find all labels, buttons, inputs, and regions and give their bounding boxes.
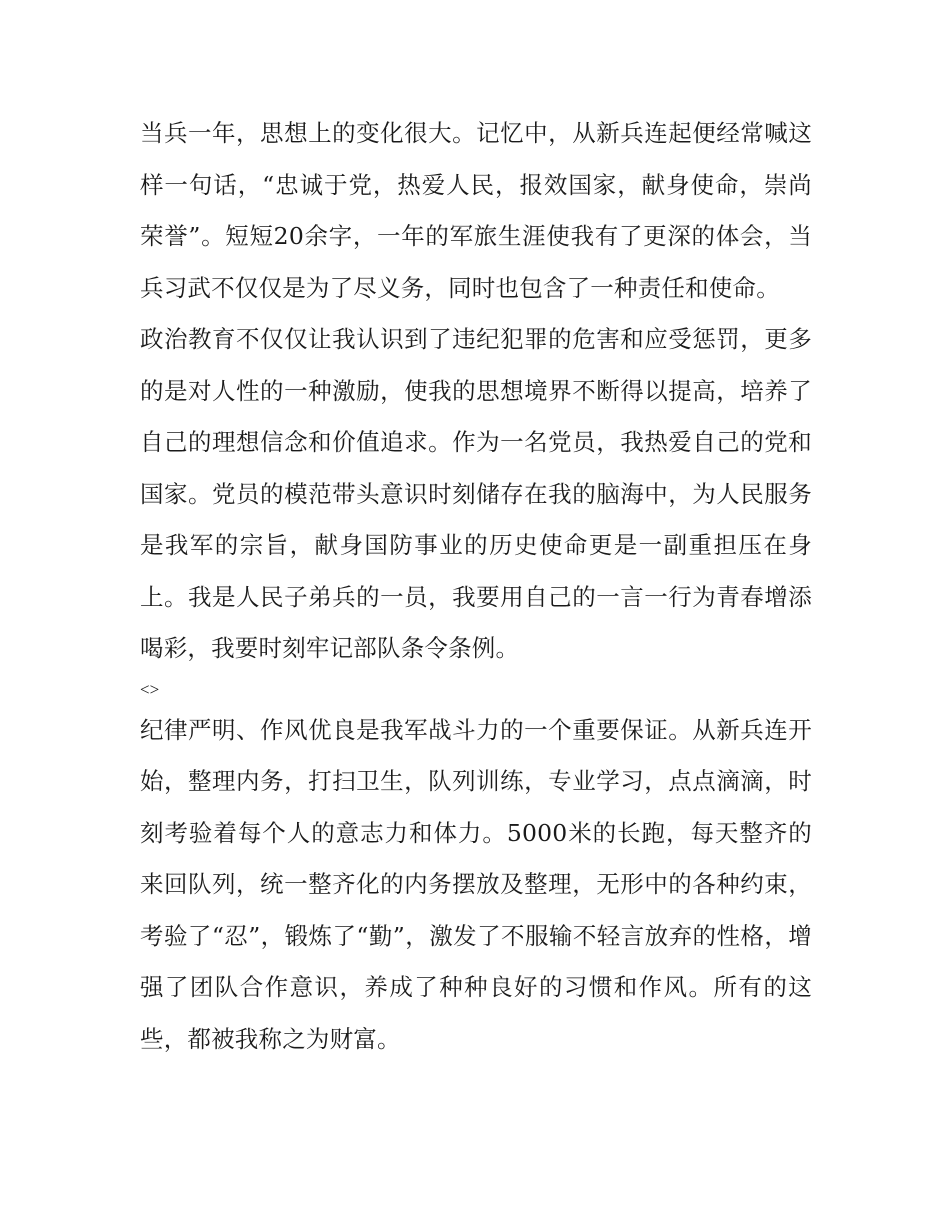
document-body bbox=[140, 108, 812, 1065]
section-marker: <> bbox=[140, 679, 160, 699]
paragraph-political-education: 政治教育不仅仅让我认识到了违纪犯罪的危害和应受惩罚，更多的是对人性的一种激励，使我的思想境界不断得以提高，培养了自己的理想信念和价值追求。作为一名党员，我热爱自己的党和国家。党员的模范带头意识时刻储存在我的脑海中，为人民服务是我军的宗旨，献身国防事业的历史使命更是一副重担压在身上。我是人民子弟兵的一员，我要用自己的一言一行为青春增添喝彩，我要时刻牢记部队条令条例。 bbox=[140, 325, 812, 662]
paragraph-discipline: 纪律严明、作风优良是我军战斗力的一个重要保证。从新兵连开始，整理内务，打扫卫生，队列训练，专业学习，点点滴滴，时刻考验着每个人的意志力和体力。5000米的长跑，每天整齐的来回队列，统一整齐化的内务摆放及整理，无形中的各种约束，考验了“忍”，锻炼了“勤”，激发了不服输不轻言放弃的性格，增强了团队合作意识，养成了种种良好的习惯和作风。所有的这些，都被我称之为财富。 bbox=[140, 715, 812, 1053]
paragraph-military-life: 当兵一年，思想上的变化很大。记忆中，从新兵连起便经常喊这样一句话，“忠诚于党，热爱人民，报效国家，献身使命，崇尚荣誉”。短短20余字，一年的军旅生涯使我有了更深的体会，当兵习武不仅仅是为了尽义务，同时也包含了一种责任和使命。 bbox=[140, 119, 812, 302]
